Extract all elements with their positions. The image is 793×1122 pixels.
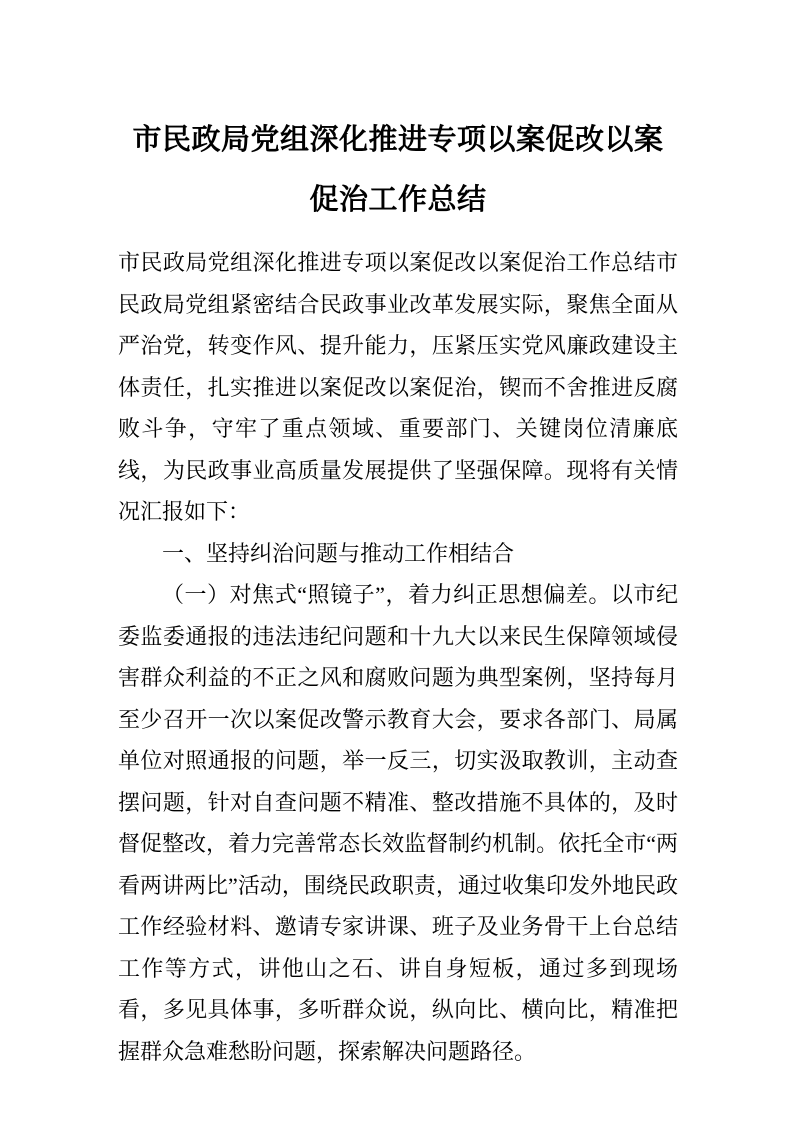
document-content [118, 0, 678, 1072]
paragraph: （一）对焦式“照镜子”，着力纠正思想偏差。以市纪委监委通报的违法违纪问题和十九大以来民生保障领域侵害群众利益的不正之风和腐败问题为典型案例，坚持每月至少召开一次以案促改警示教育大会，要求各部门、局属单位对照通报的问题，举一反三，切实汲取教训，主动查摆问题，针对自查问题不精准、整改措施不具体的，及时督促整改，着力完善常态长效监督制约机制。依托全市“两看两讲两比”活动，围绕民政职责，通过收集印发外地民政工作经验材料、邀请专家讲课、班子及业务骨干上台总结工作等方式，讲他山之石、讲自身短板，通过多到现场看，多见具体事，多听群众说，纵向比、横向比，精准把握群众急难愁盼问题，探索解决问题路径。 [118, 582, 678, 1064]
document-title: 市民政局党组深化推进专项以案促改以案促治工作总结 [132, 124, 664, 216]
paragraph: 一、坚持纠治问题与推动工作相结合 [162, 540, 515, 566]
document-body [118, 242, 678, 1072]
paragraph: 市民政局党组深化推进专项以案促改以案促治工作总结市民政局党组紧密结合民政事业改革发展实际，聚焦全面从严治党，转变作风、提升能力，压紧压实党风廉政建设主体责任，扎实推进以案促改以案促治，锲而不舍推进反腐败斗争，守牢了重点领域、重要部门、关键岗位清廉底线，为民政事业高质量发展提供了坚强保障。现将有关情况汇报如下： [118, 250, 678, 524]
